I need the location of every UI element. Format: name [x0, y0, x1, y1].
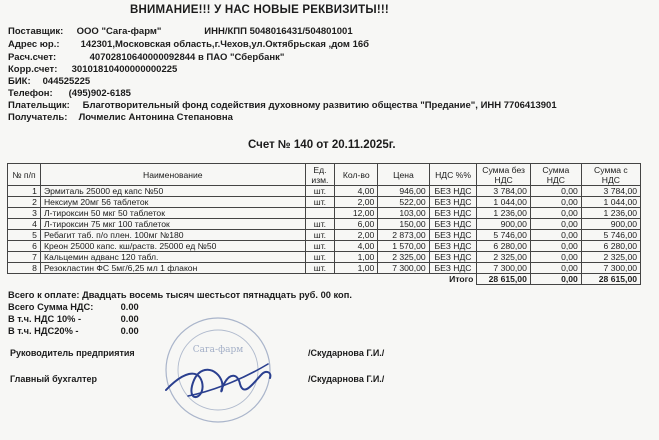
director-name: /Скударнова Г.И./ [308, 348, 385, 358]
stamp-inner-ring [178, 330, 258, 410]
table-cell: Нексиум 20мг 56 таблеток [40, 197, 305, 208]
table-cell: шт. [305, 263, 335, 274]
table-cell: 0,00 [530, 186, 581, 197]
table-row [8, 208, 641, 219]
table-cell: 0,00 [530, 219, 581, 230]
table-cell: 3 [8, 208, 41, 219]
payable-total-text: Всего к оплате: Двадцать восемь тысяч шестьсот пятнадцать руб. 00 коп. [8, 290, 352, 300]
table-cell: БЕЗ НДС [429, 263, 477, 274]
table-cell: шт. [305, 186, 335, 197]
table-cell: 1 044,00 [581, 197, 640, 208]
stamp-outer-ring [166, 318, 270, 422]
vat20-value: 0.00 [120, 326, 139, 336]
table-cell: 0,00 [530, 208, 581, 219]
total-label: Итого [449, 274, 474, 285]
table-cell: 7 [8, 252, 41, 263]
header-cell: НДС %% [429, 164, 477, 186]
table-row [8, 252, 641, 263]
inn-label: ИНН/КПП [204, 26, 247, 37]
table-cell: 5 746,00 [477, 230, 530, 241]
supplier-line [8, 26, 353, 37]
table-cell: 2 873,00 [378, 230, 429, 241]
recipient-name: Лочмелис Антонина Степановна [78, 112, 233, 123]
table-cell: 0,00 [530, 197, 581, 208]
header-cell: Ед. изм. [305, 164, 335, 186]
payer-line [8, 100, 557, 111]
payer-label: Плательщик: [8, 100, 70, 111]
table-cell: БЕЗ НДС [429, 252, 477, 263]
company-stamp [158, 312, 278, 432]
table-cell: 7 300,00 [378, 263, 429, 274]
table-cell: 2 [8, 197, 41, 208]
header-cell: Сумма НДС [530, 164, 581, 186]
account-label: Расч.счет: [8, 52, 57, 63]
address-value: 142301,Московская область,г.Чехов,ул.Октябрьская ,дом 16б [80, 39, 370, 50]
table-cell: шт. [305, 241, 335, 252]
table-cell: Л-тироксин 75 мкг 100 таблеток [40, 219, 305, 230]
table-cell: шт. [305, 197, 335, 208]
table-cell: Кальцемин адванс 120 табл. [40, 252, 305, 263]
supplier-label: Поставщик: [8, 26, 64, 37]
account-value: 40702810640000092844 в ПАО "Сбербанк" [89, 52, 285, 63]
table-cell: Эрмиталь 25000 ед капс №50 [40, 186, 305, 197]
table-cell: 522,00 [378, 197, 429, 208]
table-cell: 3 784,00 [581, 186, 640, 197]
director-label: Руководитель предприятия [10, 348, 135, 358]
table-cell: БЕЗ НДС [429, 208, 477, 219]
vat20-line [8, 326, 139, 336]
vat-total-value: 0.00 [120, 302, 139, 312]
table-cell: шт. [305, 219, 335, 230]
total-row [8, 274, 641, 285]
total-without-vat: 28 615,00 [477, 274, 530, 285]
table-cell: 4,00 [335, 241, 378, 252]
vat-total-line [8, 302, 139, 312]
table-cell: 946,00 [378, 186, 429, 197]
invoice-title: Счет № 140 от 20.11.2025г. [248, 139, 396, 151]
table-cell: шт. [305, 252, 335, 263]
table-cell: 2,00 [335, 230, 378, 241]
accountant-name: /Скударнова Г.И./ [308, 374, 385, 384]
signature-scribble [166, 370, 270, 397]
table-row [8, 186, 641, 197]
table-cell: 1,00 [335, 263, 378, 274]
table-cell: 1,00 [335, 252, 378, 263]
table-cell: Ребагит таб. п/о плен. 100мг №180 [40, 230, 305, 241]
inn-value: 5048016431/504801001 [249, 26, 353, 37]
header-cell: Кол-во [335, 164, 378, 186]
payer-name: Благотворительный фонд содействия духовному развитию общества "Предание", ИНН 7706413901 [82, 100, 557, 111]
table-header-row [8, 164, 641, 186]
accountant-label: Главный бухгалтер [10, 374, 98, 384]
table-cell: БЕЗ НДС [429, 241, 477, 252]
table-cell: 900,00 [477, 219, 530, 230]
table-cell: 1 [8, 186, 41, 197]
phone-value: (495)902-6185 [68, 88, 131, 99]
header-cell: Сумма с НДС [581, 164, 640, 186]
vat10-value: 0.00 [120, 314, 139, 324]
table-cell [305, 208, 335, 219]
recipient-label: Получатель: [8, 112, 68, 123]
table-cell: 1 570,00 [378, 241, 429, 252]
table-cell: 150,00 [378, 219, 429, 230]
table-cell: БЕЗ НДС [429, 186, 477, 197]
table-cell: 2 325,00 [378, 252, 429, 263]
table-cell: 0,00 [530, 263, 581, 274]
bik-line [8, 76, 90, 87]
vat10-line [8, 314, 139, 324]
table-row [8, 197, 641, 208]
table-cell: 2 325,00 [581, 252, 640, 263]
vat-total-label: Всего Сумма НДС: [8, 302, 94, 312]
bik-value: 044525225 [42, 76, 91, 87]
table-cell: 3 784,00 [477, 186, 530, 197]
table-cell: 4 [8, 219, 41, 230]
table-cell: БЕЗ НДС [429, 219, 477, 230]
total-with-vat: 28 615,00 [581, 274, 640, 285]
vat10-label: В т.ч. НДС 10% - [8, 314, 82, 324]
table-row [8, 241, 641, 252]
corr-line [8, 64, 177, 75]
table-cell: 0,00 [530, 230, 581, 241]
table-cell: 5 [8, 230, 41, 241]
recipient-line [8, 112, 233, 123]
table-cell: 103,00 [378, 208, 429, 219]
vat20-label: В т.ч. НДС20% - [8, 326, 79, 336]
total-vat: 0,00 [530, 274, 581, 285]
phone-line [8, 88, 131, 99]
table-cell: 1 236,00 [581, 208, 640, 219]
table-cell: 0,00 [530, 241, 581, 252]
table-cell: 7 300,00 [581, 263, 640, 274]
table-cell: Л-тироксин 50 мкг 50 таблеток [40, 208, 305, 219]
table-cell: 6 280,00 [477, 241, 530, 252]
header-cell: Наименование [40, 164, 305, 186]
table-cell: 6 280,00 [581, 241, 640, 252]
corr-label: Корр.счет: [8, 64, 58, 75]
table-cell: шт. [305, 230, 335, 241]
new-requisites-notice: ВНИМАНИЕ!!! У НАС НОВЫЕ РЕКВИЗИТЫ!!! [130, 4, 389, 16]
address-line [8, 39, 369, 50]
table-cell: 4,00 [335, 186, 378, 197]
table-cell: 12,00 [335, 208, 378, 219]
table-cell: 2 325,00 [477, 252, 530, 263]
table-cell: 900,00 [581, 219, 640, 230]
table-cell: 5 746,00 [581, 230, 640, 241]
table-cell: 1 044,00 [477, 197, 530, 208]
header-cell: Цена [378, 164, 429, 186]
table-cell: Резокластин ФС 5мг/6,25 мл 1 флакон [40, 263, 305, 274]
table-cell: 6 [8, 241, 41, 252]
supplier-name: ООО "Сага-фарм" [76, 26, 162, 37]
account-line [8, 52, 284, 63]
header-cell: Сумма без НДС [477, 164, 530, 186]
table-row [8, 263, 641, 274]
address-label: Адрес юр.: [8, 39, 60, 50]
stamp-text: Сага-фарм [192, 345, 244, 355]
phone-label: Телефон: [8, 88, 53, 99]
corr-value: 30101810400000000225 [71, 64, 178, 75]
table-cell: 0,00 [530, 252, 581, 263]
bik-label: БИК: [8, 76, 31, 87]
table-cell: 8 [8, 263, 41, 274]
table-cell: БЕЗ НДС [429, 197, 477, 208]
header-cell: № п/п [8, 164, 41, 186]
table-cell: БЕЗ НДС [429, 230, 477, 241]
items-table [7, 163, 641, 285]
table-row [8, 230, 641, 241]
table-cell: 2,00 [335, 197, 378, 208]
table-cell: 6,00 [335, 219, 378, 230]
table-cell: 1 236,00 [477, 208, 530, 219]
table-cell: 7 300,00 [477, 263, 530, 274]
table-cell: Креон 25000 капс. кш/раств. 25000 ед №50 [40, 241, 305, 252]
table-row [8, 219, 641, 230]
